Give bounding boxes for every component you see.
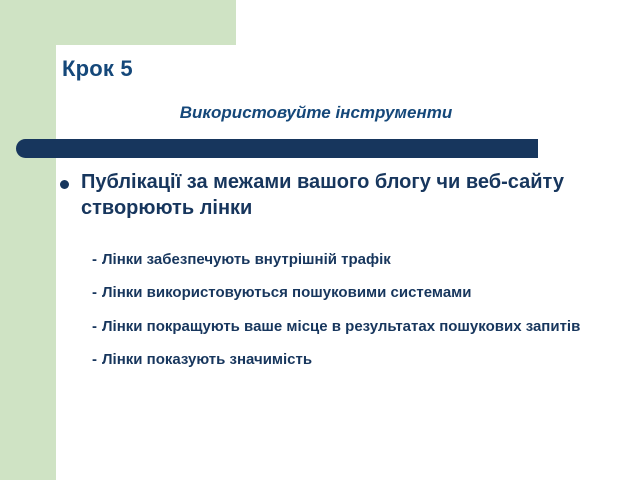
list-item <box>92 317 597 337</box>
list-item-label: Лінки забезпечують внутрішній трафік <box>102 251 391 268</box>
dash-icon: - <box>92 317 97 335</box>
list-item <box>92 250 597 270</box>
list-item-label: Лінки показують значимість <box>102 350 313 368</box>
list-item-label: Лінки покращують ваше місце в результатах пошукових запитів <box>102 317 581 335</box>
main-bullet <box>60 170 590 221</box>
slide-subtitle: Використовуйте інструменти <box>179 103 453 122</box>
list-item <box>92 350 597 370</box>
decorative-green-top-band <box>0 0 236 45</box>
list-item-label: Лінки використовуються пошуковими системами <box>102 284 472 302</box>
bullet-dot-icon <box>60 180 69 189</box>
dash-icon: - <box>92 284 97 302</box>
dash-icon: - <box>92 251 97 268</box>
list-item <box>92 283 597 303</box>
navy-divider-bar <box>16 139 538 158</box>
sub-bullet-list <box>92 250 597 383</box>
main-bullet-text: Публікації за межами вашого блогу чи веб-сайту створюють лінки <box>81 171 564 219</box>
decorative-green-left-band <box>0 0 56 480</box>
dash-icon: - <box>92 350 97 368</box>
slide-title: Крок 5 <box>62 56 133 81</box>
